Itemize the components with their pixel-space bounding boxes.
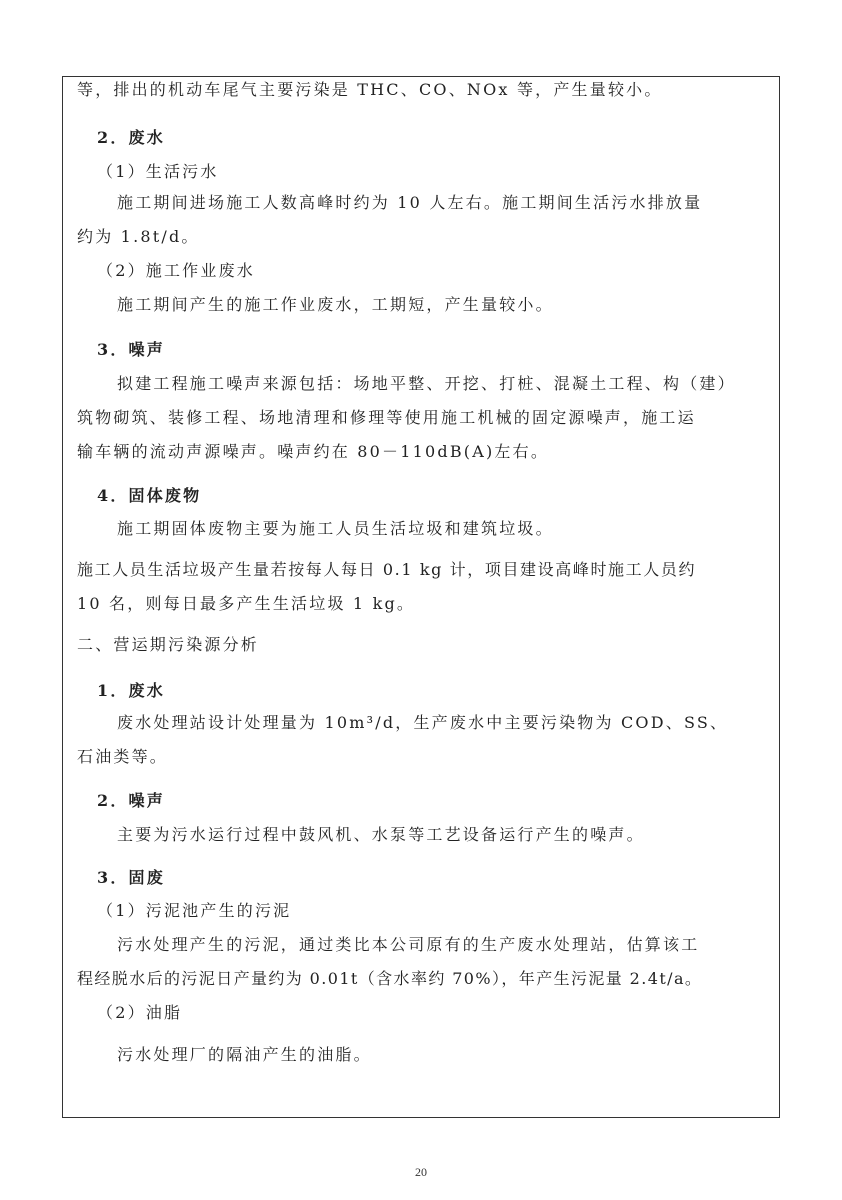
paragraph-line: 污水处理厂的隔油产生的油脂。 xyxy=(117,1045,372,1064)
content-frame xyxy=(62,76,780,1118)
section-heading: 2．噪声 xyxy=(97,791,165,810)
subsection-heading: （2）油脂 xyxy=(97,1003,183,1022)
paragraph-line: 污水处理产生的污泥，通过类比本公司原有的生产废水处理站，估算该工 xyxy=(117,935,700,954)
paragraph-line: 施工期固体废物主要为施工人员生活垃圾和建筑垃圾。 xyxy=(117,519,554,538)
section-heading: 2．废水 xyxy=(97,128,165,147)
paragraph-line: 主要为污水运行过程中鼓风机、水泵等工艺设备运行产生的噪声。 xyxy=(117,825,645,844)
paragraph-line: 程经脱水后的污泥日产量约为 0.01t（含水率约 70%），年产生污泥量 2.4t/a。 xyxy=(77,969,703,988)
paragraph-line: 约为 1.8t/d。 xyxy=(77,227,200,246)
subsection-heading: （1）生活污水 xyxy=(97,162,219,181)
subsection-heading: （1）污泥池产生的污泥 xyxy=(97,901,292,920)
paragraph-line: 筑物砌筑、装修工程、场地清理和修理等使用施工机械的固定源噪声，施工运 xyxy=(77,408,696,427)
paragraph-line: 10 名，则每日最多产生生活垃圾 1 kg。 xyxy=(77,594,416,613)
section-heading: 1．废水 xyxy=(97,681,165,700)
part-heading: 二、营运期污染源分析 xyxy=(77,635,260,654)
paragraph-line: 等，排出的机动车尾气主要污染是 THC、CO、NOx 等，产生量较小。 xyxy=(77,80,663,99)
paragraph-line: 施工期间进场施工人数高峰时约为 10 人左右。施工期间生活污水排放量 xyxy=(117,193,703,212)
page-number: 20 xyxy=(415,1165,427,1179)
paragraph-line: 施工期间产生的施工作业废水，工期短，产生量较小。 xyxy=(117,295,554,314)
paragraph-line: 输车辆的流动声源噪声。噪声约在 80－110dB(A)左右。 xyxy=(77,442,550,461)
paragraph-line: 施工人员生活垃圾产生量若按每人每日 0.1 kg 计，项目建设高峰时施工人员约 xyxy=(77,560,697,579)
section-heading: 3．噪声 xyxy=(97,340,165,359)
subsection-heading: （2）施工作业废水 xyxy=(97,261,255,280)
paragraph-line: 拟建工程施工噪声来源包括：场地平整、开挖、打桩、混凝土工程、构（建） xyxy=(117,374,736,393)
section-heading: 3．固废 xyxy=(97,868,165,887)
paragraph-line: 废水处理站设计处理量为 10m³/d，生产废水中主要污染物为 COD、SS、 xyxy=(117,713,729,732)
paragraph-line: 石油类等。 xyxy=(77,747,169,766)
section-heading: 4．固体废物 xyxy=(97,486,202,505)
